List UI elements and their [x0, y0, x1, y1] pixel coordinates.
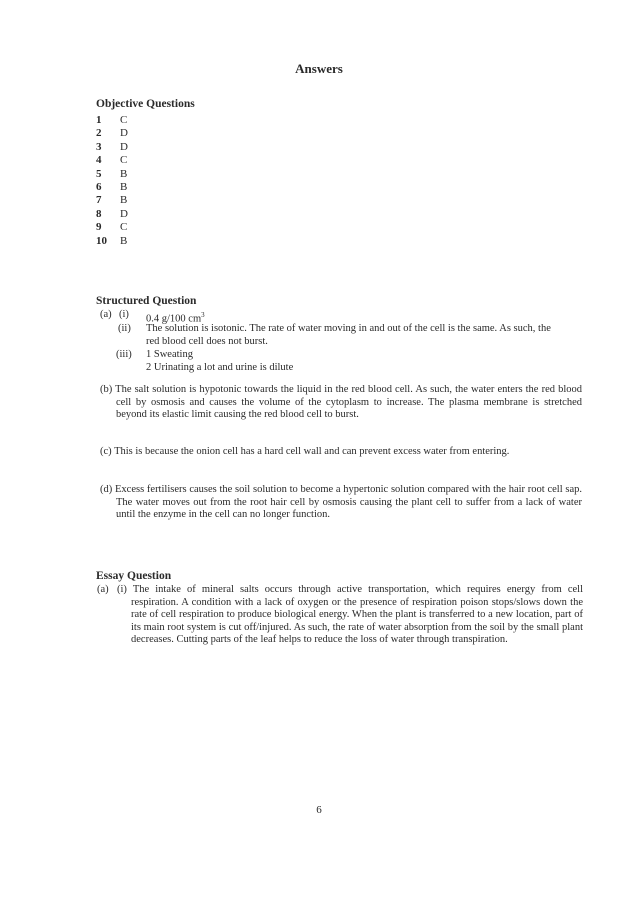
objective-question-number: 8	[96, 207, 102, 220]
structured-a-i-label: (i)	[119, 309, 129, 320]
structured-a-iii-item-1: 1 Sweating	[146, 349, 193, 360]
objective-answer-letter: C	[120, 114, 128, 126]
objective-answer-row	[96, 208, 140, 221]
objective-question-number: 3	[96, 140, 102, 153]
page-title: Answers	[295, 61, 343, 76]
objective-answer-letter: B	[120, 194, 128, 207]
objective-question-number: 1	[96, 114, 102, 126]
objective-answer-row	[96, 154, 140, 167]
essay-a-i-answer: (i) The intake of mineral salts occurs through active transportation, which requires energy from cell respiration. A condition with a lack of oxygen or the presence of respiration poison stops/slows down the rate of cell respiration to produce biological energy. When the plant is transferred to a new location, part of its main root system is cut off/injured. As such, the rate of water absorption from the soil by the small plant decreases. Cutting parts of the leaf helps to reduce the loss of water through transpiration.	[117, 584, 583, 646]
essay-a-label: (a)	[97, 584, 109, 595]
objective-answer-row	[96, 127, 140, 140]
objective-answer-letter: C	[120, 221, 128, 234]
structured-a-label: (a)	[100, 309, 112, 320]
objective-answer-list	[96, 114, 140, 248]
structured-c-answer: (c) This is because the onion cell has a hard cell wall and can prevent excess water from entering.	[100, 446, 510, 457]
structured-a-iii-item-2: 2 Urinating a lot and urine is dilute	[146, 362, 294, 373]
objective-answer-row	[96, 168, 140, 181]
structured-a-iii-label: (iii)	[116, 349, 132, 360]
objective-question-number: 2	[96, 127, 102, 140]
structured-a-ii-label: (ii)	[118, 323, 131, 334]
objective-answer-letter: B	[120, 167, 128, 180]
structured-b-answer: (b) The salt solution is hypotonic towards the liquid in the red blood cell. As such, the water enters the red blood cell by osmosis and causes the volume of the cytoplasm to increase. The plasma membrane is stretched beyond its elastic limit causing the red blood cell to burst.	[100, 384, 582, 421]
objective-question-number: 7	[96, 194, 102, 207]
objective-answer-letter: B	[120, 181, 128, 194]
objective-answer-letter: C	[120, 154, 128, 167]
structured-d-answer: (d) Excess fertilisers causes the soil solution to become a hypertonic solution compared with the hair root cell sap. The water moves out from the root hair cell by osmosis causing the plant cell to suffer from a lack of water until the enzyme in the cell can no longer function.	[100, 484, 582, 521]
objective-question-number: 10	[96, 234, 107, 247]
structured-a-i-superscript: 3	[201, 311, 205, 319]
objective-heading: Objective Questions	[96, 98, 195, 110]
objective-answer-row	[96, 194, 140, 207]
objective-answer-letter: D	[120, 140, 128, 153]
essay-heading: Essay Question	[96, 570, 172, 582]
structured-a-ii-text: The solution is isotonic. The rate of water moving in and out of the cell is the same. As such, the red blood cell does not burst.	[146, 323, 551, 347]
objective-answer-row	[96, 114, 140, 127]
page-number: 6	[316, 804, 322, 816]
objective-question-number: 5	[96, 167, 102, 180]
objective-answer-row	[96, 235, 140, 248]
objective-question-number: 6	[96, 181, 102, 194]
objective-question-number: 9	[96, 221, 102, 234]
structured-heading: Structured Question	[96, 295, 197, 307]
objective-answer-letter: D	[120, 127, 128, 140]
objective-answer-row	[96, 141, 140, 154]
objective-answer-row	[96, 221, 140, 234]
structured-a-i-value: 0.4 g/100 cm	[146, 313, 202, 325]
objective-question-number: 4	[96, 154, 102, 167]
objective-answer-row	[96, 181, 140, 194]
objective-answer-letter: B	[120, 234, 128, 247]
objective-answer-letter: D	[120, 207, 128, 220]
